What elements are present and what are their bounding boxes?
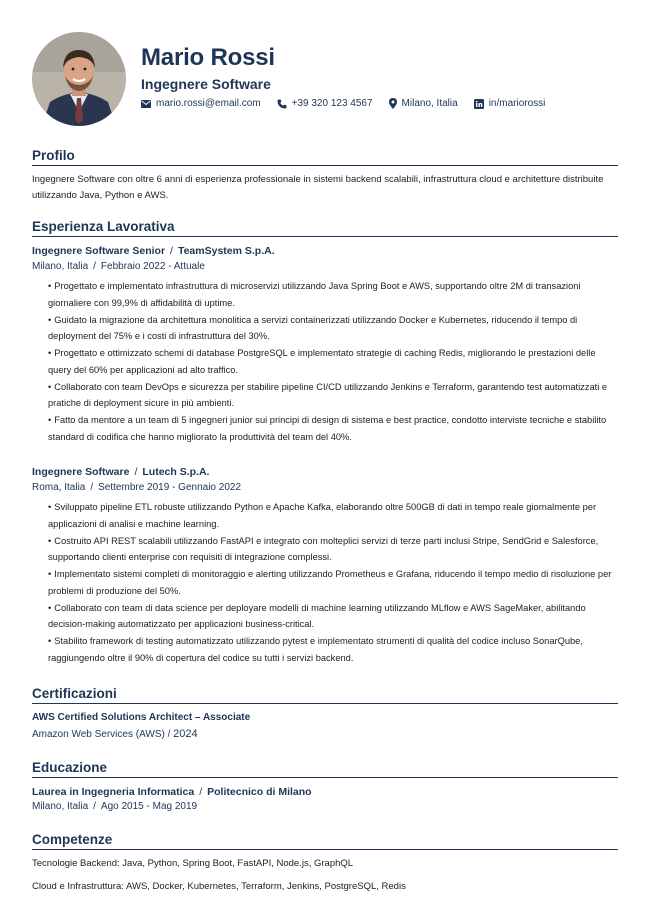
candidate-role: Ingegnere Software: [141, 76, 271, 92]
list-item: • Collaborato con team DevOps e sicurezza per stabilire pipeline CI/CD utilizzando Jenkins e Terraform, garantendo test automatizzati e pratiche di deployment sicure in più ambienti.: [48, 379, 614, 412]
job-dates: Settembre 2019 - Gennaio 2022: [98, 482, 242, 493]
certification-year: 2024: [173, 728, 198, 740]
education-degree: Laurea in Ingegneria Informatica: [32, 786, 195, 798]
envelope-icon: [141, 100, 151, 108]
list-item: • Fatto da mentore a un team di 5 ingegneri junior sui principi di design di sistema e best practice, condotto interviste tecniche e stabilito standard di codifica che hanno migliorato la produttività del team del 40%.: [48, 412, 614, 445]
phone-text: +39 320 123 4567: [291, 98, 373, 109]
map-pin-icon: [389, 98, 397, 109]
list-item: • Progettato e implementato infrastruttura di microservizi utilizzando Java Spring Boot e AWS, supportando oltre 2M di transazioni giornaliere con 99,9% di affidabilità di uptime.: [48, 278, 614, 311]
location-text: Milano, Italia: [401, 98, 458, 109]
skill-line: Cloud e Infrastruttura: AWS, Docker, Kubernetes, Terraform, Jenkins, PostgreSQL, Redis: [32, 881, 406, 892]
job-title: Ingegnere Software / Lutech S.p.A.: [32, 466, 210, 478]
job-location: Roma, Italia: [32, 482, 86, 493]
certification-meta: [32, 728, 198, 740]
contact-linkedin[interactable]: [474, 98, 546, 109]
section-title-experience: Esperienza Lavorativa: [32, 219, 618, 237]
avatar: [32, 32, 126, 126]
education-dates: Ago 2015 - Mag 2019: [100, 801, 198, 812]
education-school: Politecnico di Milano: [207, 786, 312, 798]
section-title-education: Educazione: [32, 760, 618, 778]
job-location: Milano, Italia: [32, 261, 89, 272]
job-title: Ingegnere Software Senior / TeamSystem S.p.A.: [32, 245, 275, 257]
contact-location: [389, 98, 458, 109]
certification-name: AWS Certified Solutions Architect – Associate: [32, 712, 251, 723]
linkedin-text: in/mariorossi: [488, 98, 546, 109]
job-company: Lutech S.p.A.: [142, 466, 210, 478]
list-item: • Progettato e ottimizzato schemi di database PostgreSQL e implementato strategie di caching Redis, migliorando le prestazioni delle query del 60% per applicazioni ad alto traffico.: [48, 345, 614, 378]
education-location: Milano, Italia: [32, 801, 89, 812]
section-title-certifications: Certificazioni: [32, 686, 618, 704]
list-item: • Collaborato con team di data science per deployare modelli di machine learning utilizzando MLflow e AWS SageMaker, abilitando decision-making automatizzato per applicazioni business-critical.: [48, 600, 614, 633]
job-meta: Roma, Italia / Settembre 2019 - Gennaio 2022: [32, 482, 242, 493]
job-role: Ingegnere Software Senior: [32, 245, 166, 257]
phone-icon: [277, 99, 287, 109]
education-meta: Milano, Italia / Ago 2015 - Mag 2019: [32, 801, 198, 812]
contact-email[interactable]: [141, 98, 261, 109]
list-item: • Costruito API REST scalabili utilizzando FastAPI e integrato con molteplici servizi di terze parti inclusi Stripe, SendGrid e Salesforce, supportando clienti enterprise con requisiti di integrazione complessi.: [48, 533, 614, 566]
linkedin-icon: [474, 99, 484, 109]
job-bullets: [48, 278, 614, 446]
list-item: • Stabilito framework di testing automatizzato utilizzando pytest e implementato strumenti di qualità del codice incluso SonarQube, raggiungendo oltre il 90% di copertura del codice su tutti i servizi backend.: [48, 633, 614, 666]
contact-bar: [141, 98, 561, 109]
contact-phone[interactable]: [277, 98, 373, 109]
job-role: Ingegnere Software: [32, 466, 130, 478]
profile-text: Ingegnere Software con oltre 6 anni di esperienza professionale in sistemi backend scalabili, infrastruttura cloud e architetture distribuite utilizzando Java, Python e AWS.: [32, 174, 604, 201]
list-item: • Sviluppato pipeline ETL robuste utilizzando Python e Apache Kafka, elaborando oltre 500GB di dati in tempo reale giornalmente per applicazioni di analisi e machine learning.: [48, 499, 614, 532]
job-bullets: [48, 499, 614, 667]
list-item: • Guidato la migrazione da architettura monolitica a servizi containerizzati utilizzando Docker e Kubernetes, riducendo il tempo di deployment del 75% e i costi di infrastruttura del 30%.: [48, 312, 614, 345]
email-text: mario.rossi@email.com: [156, 98, 261, 109]
candidate-name: Mario Rossi: [141, 44, 275, 71]
job-meta: Milano, Italia / Febbraio 2022 - Attuale: [32, 261, 205, 272]
education-title: Laurea in Ingegneria Informatica / Politecnico di Milano: [32, 786, 312, 798]
section-title-profile: Profilo: [32, 148, 618, 166]
skill-line: Tecnologie Backend: Java, Python, Spring Boot, FastAPI, Node.js, GraphQL: [32, 858, 354, 869]
section-title-skills: Competenze: [32, 832, 618, 850]
job-company: TeamSystem S.p.A.: [177, 245, 275, 257]
job-dates: Febbraio 2022 - Attuale: [100, 261, 205, 272]
list-item: • Implementato sistemi completi di monitoraggio e alerting utilizzando Prometheus e Grafana, riducendo il tempo medio di risoluzione per problemi di produzione del 50%.: [48, 566, 614, 599]
certification-issuer: Amazon Web Services (AWS) /: [32, 729, 171, 740]
